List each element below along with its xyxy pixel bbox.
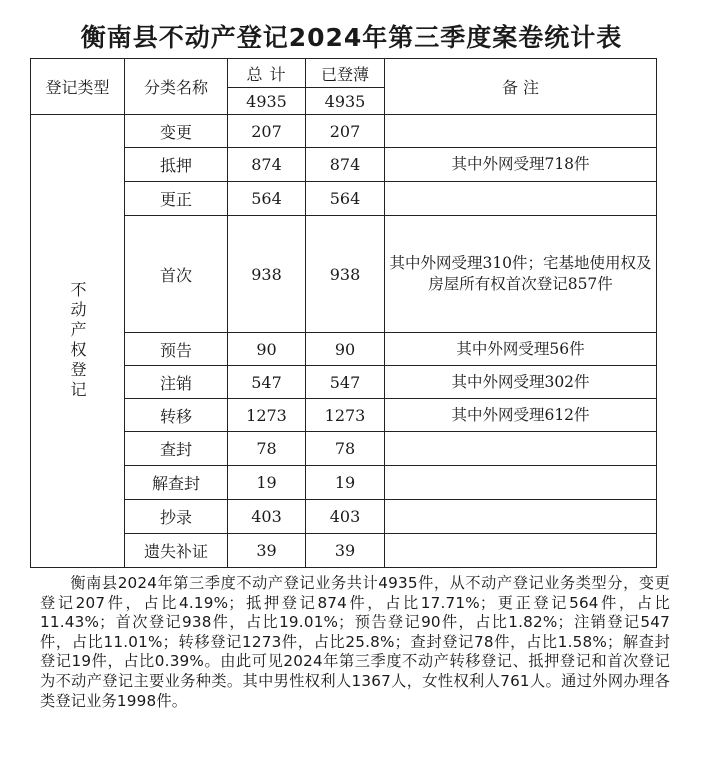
table-row	[31, 182, 657, 216]
row-total: 874	[228, 148, 306, 182]
row-total: 90	[228, 333, 306, 366]
row-name: 查封	[125, 432, 228, 466]
row-registered: 1273	[306, 399, 385, 432]
header-registration-type: 登记类型	[31, 59, 125, 115]
row-note	[385, 500, 657, 534]
group-label-cell	[31, 115, 125, 568]
statistics-table	[30, 58, 657, 568]
row-total: 19	[228, 466, 306, 500]
table-row	[31, 399, 657, 432]
row-note: 其中外网受理612件	[385, 399, 657, 432]
row-registered: 207	[306, 115, 385, 148]
row-registered: 547	[306, 366, 385, 399]
row-name: 抵押	[125, 148, 228, 182]
row-name: 解查封	[125, 466, 228, 500]
row-note: 其中外网受理310件；宅基地使用权及房屋所有权首次登记857件	[385, 216, 657, 333]
row-registered: 564	[306, 182, 385, 216]
row-note: 其中外网受理56件	[385, 333, 657, 366]
table-row	[31, 534, 657, 568]
row-name: 预告	[125, 333, 228, 366]
row-total: 403	[228, 500, 306, 534]
row-name: 抄录	[125, 500, 228, 534]
row-total: 1273	[228, 399, 306, 432]
row-name: 转移	[125, 399, 228, 432]
row-note	[385, 466, 657, 500]
total-count: 4935	[228, 88, 306, 115]
registered-count: 4935	[306, 88, 385, 115]
header-category-name: 分类名称	[125, 59, 228, 115]
row-total: 78	[228, 432, 306, 466]
row-registered: 39	[306, 534, 385, 568]
row-note	[385, 534, 657, 568]
summary-paragraph: 衡南县2024年第三季度不动产登记业务共计4935件，从不动产登记业务类型分，变更登记207件，占比4.19%；抵押登记874件，占比17.71%；更正登记564件，占比11.43%；首次登记938件，占比19.01%；预告登记90件，占比1.82%；注销登记547件，占比11.01%；转移登记1273件，占比25.8%；查封登记78件，占比1.58%；解查封登记19件，占比0.39%。由此可见2024年第三季度不动产转移登记、抵押登记和首次登记为不动产登记主要业务种类。其中男性权利人1367人，女性权利人761人。通过外网办理各类登记业务1998件。	[40, 574, 670, 710]
header-registered: 已登薄	[306, 59, 385, 88]
row-registered: 90	[306, 333, 385, 366]
row-name: 变更	[125, 115, 228, 148]
table-row	[31, 500, 657, 534]
row-name: 遗失补证	[125, 534, 228, 568]
group-label: 不动产权登记	[68, 281, 87, 401]
row-registered: 938	[306, 216, 385, 333]
row-total: 938	[228, 216, 306, 333]
table-row	[31, 216, 657, 333]
row-note: 其中外网受理718件	[385, 148, 657, 182]
header-notes: 备 注	[385, 59, 657, 115]
table-row	[31, 466, 657, 500]
row-registered: 874	[306, 148, 385, 182]
page-title: 衡南县不动产登记2024年第三季度案卷统计表	[80, 23, 623, 52]
row-registered: 403	[306, 500, 385, 534]
row-total: 39	[228, 534, 306, 568]
row-name: 注销	[125, 366, 228, 399]
row-note	[385, 432, 657, 466]
table-row	[31, 366, 657, 399]
row-note: 其中外网受理302件	[385, 366, 657, 399]
table-row	[31, 432, 657, 466]
row-name: 首次	[125, 216, 228, 333]
row-name: 更正	[125, 182, 228, 216]
row-total: 547	[228, 366, 306, 399]
row-registered: 78	[306, 432, 385, 466]
table-row	[31, 333, 657, 366]
row-total: 207	[228, 115, 306, 148]
header-total: 总 计	[228, 59, 306, 88]
row-note	[385, 115, 657, 148]
row-note	[385, 182, 657, 216]
row-total: 564	[228, 182, 306, 216]
row-registered: 19	[306, 466, 385, 500]
table-row	[31, 115, 657, 148]
table-row	[31, 148, 657, 182]
